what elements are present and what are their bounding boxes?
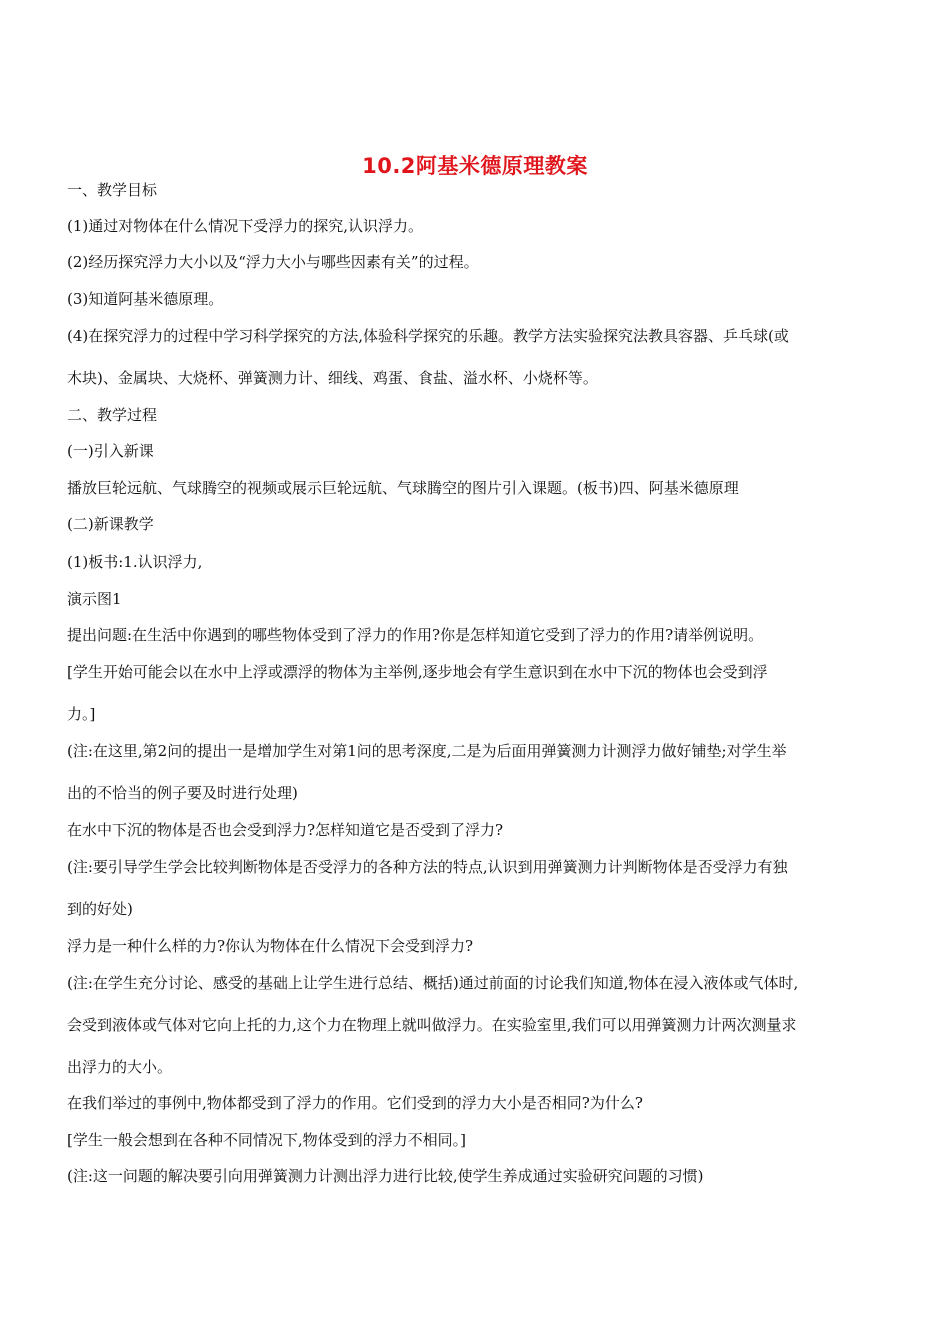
paragraph-note-3-end: 出浮力的大小。 bbox=[67, 1058, 173, 1076]
goal-item-4-continued: 木块)、金属块、大烧杯、弹簧测力计、细线、鸡蛋、食盐、溢水杯、小烧杯等。 bbox=[67, 369, 598, 387]
paragraph-student-2: [学生一般会想到在各种不同情况下,物体受到的浮力不相同。] bbox=[67, 1131, 466, 1149]
goal-item-1: (1)通过对物体在什么情况下受浮力的探究,认识浮力。 bbox=[67, 217, 424, 235]
paragraph-note-2: (注:要引导学生学会比较判断物体是否受浮力的各种方法的特点,认识到用弹簧测力计判断物体是否受浮力有独 bbox=[67, 858, 788, 876]
paragraph-question-3: 浮力是一种什么样的力?你认为物体在什么情况下会受到浮力? bbox=[67, 937, 474, 955]
paragraph-note-2-cont: 到的好处) bbox=[67, 900, 133, 918]
paragraph-note-1: (注:在这里,第2问的提出一是增加学生对第1问的思考深度,二是为后面用弹簧测力计测浮力做好铺垫;对学生举 bbox=[67, 742, 787, 760]
paragraph-student-1-cont: 力。] bbox=[67, 705, 96, 723]
paragraph-intro: 播放巨轮远航、气球腾空的视频或展示巨轮远航、气球腾空的图片引入课题。(板书)四、阿基米德原理 bbox=[67, 479, 739, 497]
paragraph-note-1-cont: 出的不恰当的例子要及时进行处理) bbox=[67, 784, 298, 802]
paragraph-question-2: 在水中下沉的物体是否也会受到浮力?怎样知道它是否受到了浮力? bbox=[67, 821, 504, 839]
paragraph-board-1: (1)板书:1.认识浮力, bbox=[67, 553, 203, 571]
paragraph-question-1: 提出问题:在生活中你遇到的哪些物体受到了浮力的作用?你是怎样知道它受到了浮力的作用?请举例说明。 bbox=[67, 626, 764, 644]
document-title: 10.2阿基米德原理教案 bbox=[362, 154, 588, 178]
subsection-heading-new: (二)新课教学 bbox=[67, 515, 154, 533]
goal-item-4: (4)在探究浮力的过程中学习科学探究的方法,体验科学探究的乐趣。教学方法实验探究法教具容器、乒乓球(或 bbox=[67, 327, 789, 345]
goal-item-3: (3)知道阿基米德原理。 bbox=[67, 290, 224, 308]
subsection-heading-intro: (一)引入新课 bbox=[67, 442, 154, 460]
paragraph-question-4: 在我们举过的事例中,物体都受到了浮力的作用。它们受到的浮力大小是否相同?为什么? bbox=[67, 1094, 643, 1112]
section-heading-goals: 一、教学目标 bbox=[67, 181, 158, 199]
paragraph-note-4: (注:这一问题的解决要引向用弹簧测力计测出浮力进行比较,使学生养成通过实验研究问题的习惯) bbox=[67, 1167, 704, 1185]
goal-item-2: (2)经历探究浮力大小以及“浮力大小与哪些因素有关”的过程。 bbox=[67, 253, 479, 271]
paragraph-note-3-cont: 会受到液体或气体对它向上托的力,这个力在物理上就叫做浮力。在实验室里,我们可以用弹簧测力计两次测量求 bbox=[67, 1016, 797, 1034]
paragraph-student-1: [学生开始可能会以在水中上浮或漂浮的物体为主举例,逐步地会有学生意识到在水中下沉的物体也会受到浮 bbox=[67, 663, 768, 681]
paragraph-demo: 演示图1 bbox=[67, 590, 122, 608]
paragraph-note-3: (注:在学生充分讨论、感受的基础上让学生进行总结、概括)通过前面的讨论我们知道,物体在浸入液体或气体时, bbox=[67, 974, 799, 992]
section-heading-process: 二、教学过程 bbox=[67, 406, 158, 424]
